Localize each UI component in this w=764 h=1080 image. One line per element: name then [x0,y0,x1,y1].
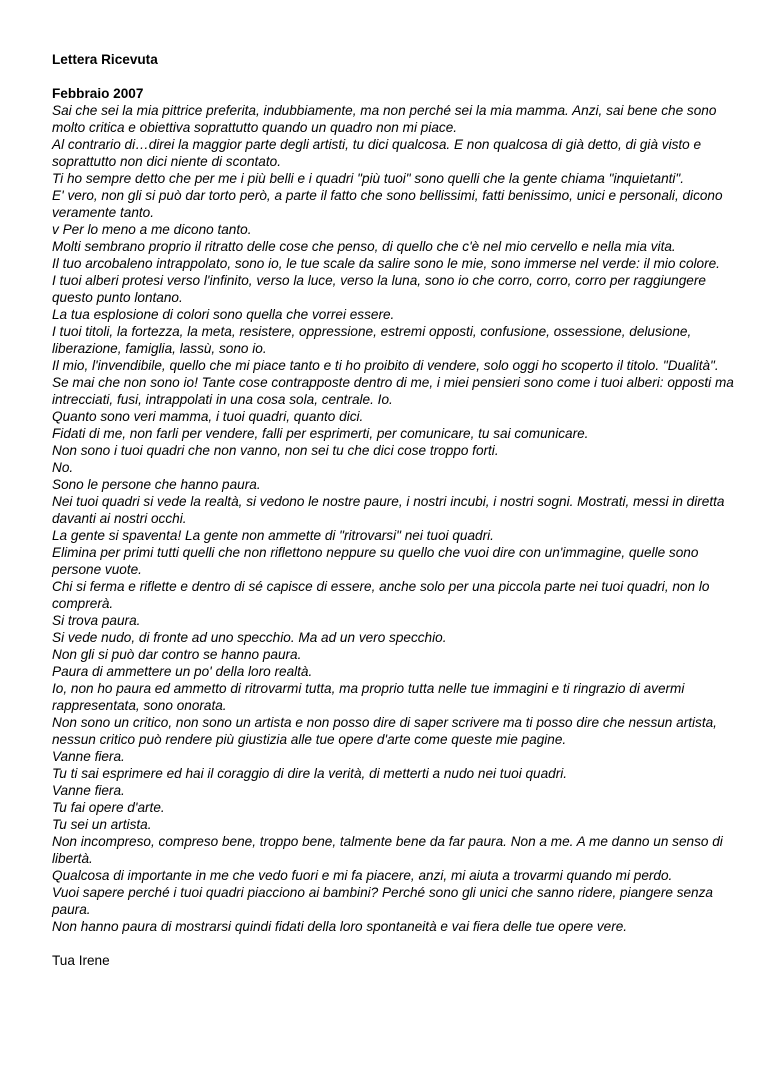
letter-paragraph: Non incompreso, compreso bene, troppo bene, talmente bene da far paura. Non a me. A me danno un senso di libertà. [52,834,723,866]
letter-page [52,51,742,969]
letter-paragraph: Tu sei un artista. [52,817,152,832]
letter-paragraph: I tuoi alberi protesi verso l'infinito, verso la luce, verso la luna, sono io che corro, corro, corro per raggiungere questo punto lontano. [52,273,706,305]
letter-paragraph: Sai che sei la mia pittrice preferita, indubbiamente, ma non perché sei la mia mamma. Anzi, sai bene che sono molto critica e obiettiva soprattutto quando un quadro non mi piace. [52,103,717,135]
letter-paragraph: No. [52,460,74,475]
letter-paragraph: La gente si spaventa! La gente non ammette di "ritrovarsi" nei tuoi quadri. [52,528,494,543]
letter-title: Lettera Ricevuta [52,52,158,67]
letter-paragraph: Non gli si può dar contro se hanno paura. [52,647,302,662]
letter-signature: Tua Irene [52,953,110,968]
letter-paragraph: Il tuo arcobaleno intrappolato, sono io, le tue scale da salire sono le mie, sono immerse nel verde: il mio colore. [52,256,720,271]
letter-paragraph: Si trova paura. [52,613,141,628]
letter-paragraph: Io, non ho paura ed ammetto di ritrovarmi tutta, ma proprio tutta nelle tue immagini e ti ringrazio di avermi rappresentata, sono onorata. [52,681,685,713]
letter-paragraph: Chi si ferma e riflette e dentro di sé capisce di essere, anche solo per una piccola parte nei tuoi quadri, non lo comprerà. [52,579,710,611]
letter-paragraph: Vanne fiera. [52,783,125,798]
letter-paragraph: I tuoi titoli, la fortezza, la meta, resistere, oppressione, estremi opposti, confusione, ossessione, delusione, liberazione, famiglia, lassù, sono io. [52,324,692,356]
letter-paragraph: Ti ho sempre detto che per me i più belli e i quadri "più tuoi" sono quelli che la gente chiama "inquietanti". [52,171,685,186]
letter-paragraph: Quanto sono veri mamma, i tuoi quadri, quanto dici. [52,409,364,424]
letter-paragraph: Non sono i tuoi quadri che non vanno, non sei tu che dici cose troppo forti. [52,443,499,458]
letter-paragraph: Si vede nudo, di fronte ad uno specchio. Ma ad un vero specchio. [52,630,447,645]
letter-paragraph: La tua esplosione di colori sono quella che vorrei essere. [52,307,395,322]
letter-paragraph: Nei tuoi quadri si vede la realtà, si vedono le nostre paure, i nostri incubi, i nostri sogni. Mostrati, messi in diretta davanti ai nostri occhi. [52,494,725,526]
letter-paragraph: Elimina per primi tutti quelli che non riflettono neppure su quello che vuoi dire con un'immagine, quelle sono persone vuote. [52,545,699,577]
letter-paragraph: Vanne fiera. [52,749,125,764]
letter-paragraph: Paura di ammettere un po' della loro realtà. [52,664,313,679]
letter-paragraph: Fidati di me, non farli per vendere, falli per esprimerti, per comunicare, tu sai comunicare. [52,426,589,441]
letter-paragraph: Vuoi sapere perché i tuoi quadri piacciono ai bambini? Perché sono gli unici che sanno ridere, piangere senza paura. [52,885,713,917]
letter-paragraph: Tu ti sai esprimere ed hai il coraggio di dire la verità, di metterti a nudo nei tuoi quadri. [52,766,568,781]
letter-paragraph: Sono le persone che hanno paura. [52,477,261,492]
letter-paragraph: Non sono un critico, non sono un artista e non posso dire di saper scrivere ma ti posso dire che nessun artista, nessun critico può rendere più giustizia alle tue opere d'arte come queste mie pagine. [52,715,717,747]
letter-paragraph: Al contrario di…direi la maggior parte degli artisti, tu dici qualcosa. E non qualcosa di già detto, di già visto e soprattutto non dici niente di scontato. [52,137,702,169]
letter-body [52,102,742,935]
letter-paragraph: Qualcosa di importante in me che vedo fuori e mi fa piacere, anzi, mi aiuta a trovarmi quando mi perdo. [52,868,673,883]
letter-paragraph: Non hanno paura di mostrarsi quindi fidati della loro spontaneità e vai fiera delle tue opere vere. [52,919,628,934]
letter-paragraph: Molti sembrano proprio il ritratto delle cose che penso, di quello che c'è nel mio cervello e nella mia vita. [52,239,676,254]
letter-paragraph: E' vero, non gli si può dar torto però, a parte il fatto che sono bellissimi, fatti benissimo, unici e personali, dicono veramente tanto. [52,188,723,220]
letter-paragraph: v Per lo meno a me dicono tanto. [52,222,252,237]
letter-paragraph: Se mai che non sono io! Tante cose contrapposte dentro di me, i miei pensieri sono come i tuoi alberi: opposti ma intrecciati, fusi, intrappolati in una cosa sola, centrale. Io. [52,375,734,407]
letter-paragraph: Tu fai opere d'arte. [52,800,165,815]
letter-paragraph: Il mio, l'invendibile, quello che mi piace tanto e ti ho proibito di vendere, solo oggi ho scoperto il titolo. "Dualità". [52,358,719,373]
letter-date: Febbraio 2007 [52,86,144,101]
